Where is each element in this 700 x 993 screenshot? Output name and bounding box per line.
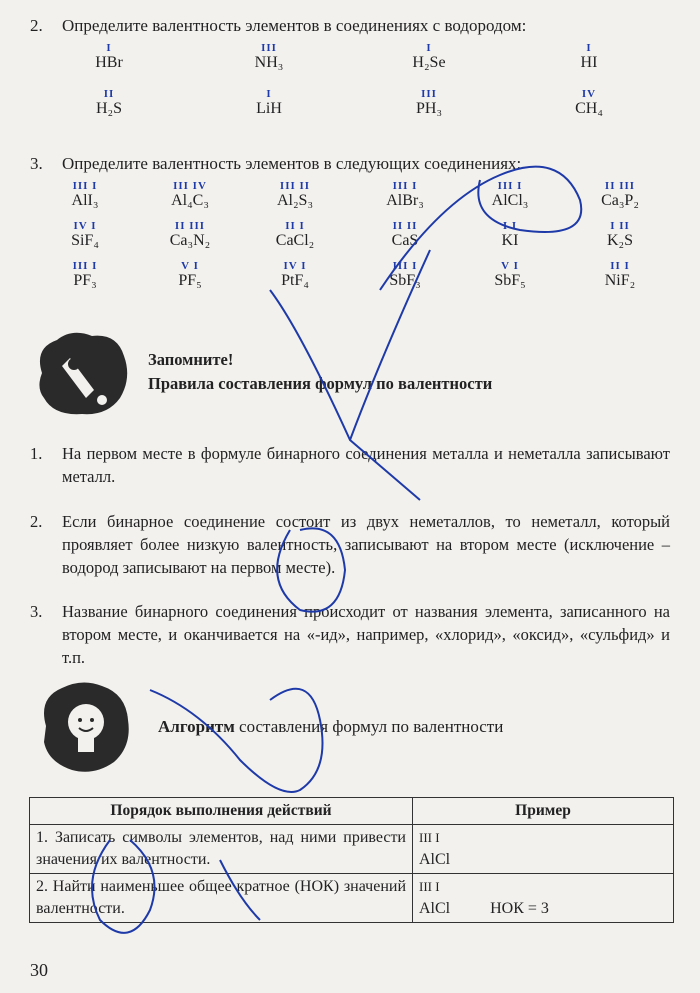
- table-row: [30, 874, 674, 923]
- formula: V I SbF₅: [494, 260, 526, 289]
- table-cell-action: 1. Записать символы элементов, над ними привести значения их валентности.: [30, 825, 413, 874]
- formula: III I PF₃: [72, 260, 98, 289]
- task3-number: 3.: [30, 154, 43, 173]
- table-header-cell: Порядок выполнения действий: [30, 798, 413, 825]
- formula: I HBr: [95, 42, 123, 71]
- table-row: [30, 825, 674, 874]
- formula: III I AlCl₃: [491, 180, 529, 209]
- table-header-cell: Пример: [413, 798, 674, 825]
- formula: I H₂Se: [412, 42, 446, 71]
- formula: III NH₃: [254, 42, 284, 71]
- formula: I HI: [580, 42, 598, 71]
- formula: III I AlBr₃: [386, 180, 424, 209]
- formula: IV I PtF₄: [281, 260, 309, 289]
- formula: II H₂S: [95, 88, 123, 117]
- table-header-row: [30, 798, 674, 825]
- formula: II II CaS: [391, 220, 419, 249]
- formula: II I CaCl₂: [275, 220, 315, 249]
- table-cell-example: III I AlCl: [413, 825, 674, 874]
- lightbulb-icon: [34, 676, 134, 776]
- formula: III IV Al₄C₃: [171, 180, 209, 209]
- formula: III I SbF₃: [389, 260, 421, 289]
- formula: II III Ca₃N₂: [169, 220, 211, 249]
- formula: III I AlI₃: [71, 180, 99, 209]
- formula: IV CH₄: [575, 88, 603, 117]
- page-number: 30: [30, 960, 48, 980]
- formula: I II K₂S: [606, 220, 634, 249]
- formula: I LiH: [256, 88, 282, 117]
- formula: III PH₃: [415, 88, 443, 117]
- algorithm-table: [29, 797, 674, 923]
- formula: V I PF₅: [178, 260, 202, 289]
- remember-title: Запомните!: [148, 350, 234, 369]
- rule-1: 1. На первом месте в формуле бинарного соединения металла и неметалла записывают металл.: [30, 444, 670, 486]
- remember-subtitle: Правила составления формул по валентности: [148, 374, 493, 393]
- rule-3: 3. Название бинарного соединения происходит от названия элемента, записанного на втором месте, и оканчивается на «-ид», например, «хлорид», «оксид», «сульфид» и т.п.: [30, 602, 670, 667]
- formula: III II Al₂S₃: [276, 180, 314, 209]
- algorithm-title: Алгоритм составления формул по валентности: [158, 717, 504, 736]
- task2-text: Определите валентность элементов в соединениях с водородом:: [62, 16, 527, 35]
- task3-text: Определите валентность элементов в следующих соединениях:: [62, 154, 522, 173]
- formula: II I NiF₂: [604, 260, 636, 289]
- table-cell-example: III I AlCl НОК = 3: [413, 874, 674, 923]
- exclamation-icon: [32, 328, 132, 418]
- task2-number: 2.: [30, 16, 43, 35]
- formula: II III Ca₃P₂: [601, 180, 639, 209]
- rule-2: 2. Если бинарное соединение состоит из двух неметаллов, то неметалл, который проявляет более низкую валентность, записывают на втором месте (исключение – водород записывают на первом месте).: [30, 512, 670, 577]
- table-cell-action: 2. Найти наименьшее общее кратное (НОК) значений валентности.: [30, 874, 413, 923]
- formula: I I KI: [501, 220, 519, 249]
- formula: IV I SiF₄: [71, 220, 99, 249]
